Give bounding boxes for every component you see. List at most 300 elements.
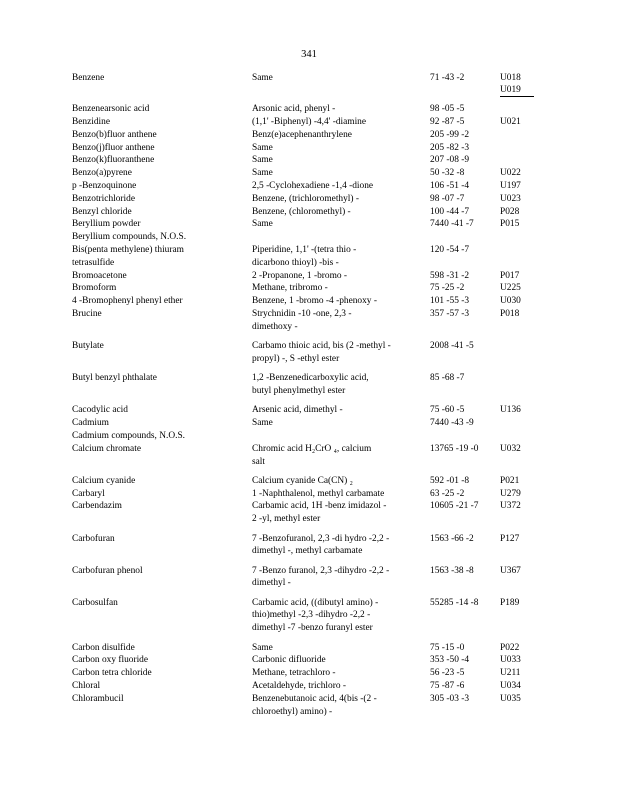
synonym-cell bbox=[252, 642, 430, 655]
synonym-text: Methane, tetrachloro - bbox=[252, 668, 336, 679]
synonym-text: propyl) -, S -ethyl ester bbox=[252, 353, 340, 364]
waste-code-cell bbox=[500, 417, 534, 430]
synonym-cell bbox=[252, 475, 430, 488]
table-row bbox=[72, 340, 534, 372]
substance-name: Cadmium compounds, N.O.S. bbox=[72, 430, 186, 441]
substance-name: Butyl benzyl phthalate bbox=[72, 373, 157, 384]
synonym-cell bbox=[252, 500, 430, 532]
waste-code: U032 bbox=[500, 443, 521, 454]
cas-number: 50 -32 -8 bbox=[430, 168, 465, 179]
substance-name: Chloral bbox=[72, 680, 101, 691]
cas-number-cell bbox=[430, 308, 500, 340]
cas-number-cell bbox=[430, 372, 500, 404]
table-row bbox=[72, 295, 534, 308]
table-row bbox=[72, 244, 534, 270]
synonym-text: 2 -yl, methyl ester bbox=[252, 514, 321, 525]
synonym-text: Methane, tribromo - bbox=[252, 283, 328, 294]
waste-code-cell bbox=[500, 154, 534, 167]
table-row bbox=[72, 154, 534, 167]
cas-number-cell bbox=[430, 142, 500, 155]
waste-code: P015 bbox=[500, 219, 520, 230]
waste-code-cell bbox=[500, 270, 534, 283]
table-row bbox=[72, 308, 534, 340]
substance-name-cell bbox=[72, 244, 252, 270]
synonym-cell bbox=[252, 129, 430, 142]
cas-number-cell bbox=[430, 500, 500, 532]
cas-number-cell bbox=[430, 206, 500, 219]
substance-name-cell bbox=[72, 231, 252, 244]
cas-number: 98 -05 -5 bbox=[430, 104, 465, 115]
substance-name-cell bbox=[72, 693, 252, 719]
cas-number-cell bbox=[430, 231, 500, 244]
waste-code-cell bbox=[500, 340, 534, 372]
cas-number-cell bbox=[430, 295, 500, 308]
synonym-cell bbox=[252, 154, 430, 167]
table-row bbox=[72, 693, 534, 719]
synonym-text: Same bbox=[252, 219, 273, 230]
substance-name-cell bbox=[72, 372, 252, 404]
waste-code-cell bbox=[500, 642, 534, 655]
synonym-cell bbox=[252, 282, 430, 295]
substance-name-cell bbox=[72, 129, 252, 142]
synonym-cell bbox=[252, 116, 430, 129]
waste-code-cell bbox=[500, 244, 534, 270]
cas-number: 92 -87 -5 bbox=[430, 117, 465, 128]
table-row bbox=[72, 430, 534, 443]
waste-code-cell bbox=[500, 129, 534, 142]
waste-code: U021 bbox=[500, 117, 521, 128]
substance-name: Carbendazim bbox=[72, 501, 122, 512]
waste-code: U035 bbox=[500, 693, 521, 704]
substance-name-cell bbox=[72, 443, 252, 475]
synonym-cell bbox=[252, 308, 430, 340]
synonym-text: 7 -Benzofuranol, 2,3 -di hydro -2,2 - bbox=[252, 533, 390, 544]
synonym-text: (1,1' -Biphenyl) -4,4' -diamine bbox=[252, 117, 367, 128]
synonym-text: 1 -Naphthalenol, methyl carbamate bbox=[252, 488, 385, 499]
synonym-cell bbox=[252, 404, 430, 417]
synonym-text: Benzene, (trichloromethyl) - bbox=[252, 193, 359, 204]
cas-number: 2008 -41 -5 bbox=[430, 341, 474, 352]
substance-name-cell bbox=[72, 404, 252, 417]
table-row bbox=[72, 488, 534, 501]
substance-name-cell bbox=[72, 488, 252, 501]
substance-name: p -Benzoquinone bbox=[72, 181, 137, 192]
synonym-text: Carbamo thioic acid, bis (2 -methyl - bbox=[252, 341, 391, 352]
synonym-text: 7 -Benzo furanol, 2,3 -dihydro -2,2 - bbox=[252, 565, 390, 576]
synonym-text: Benzenebutanoic acid, 4(bis -(2 - bbox=[252, 693, 377, 704]
substance-name-cell bbox=[72, 680, 252, 693]
substance-name: Benzene bbox=[72, 73, 105, 83]
table-row bbox=[72, 533, 534, 565]
waste-code-cell bbox=[500, 565, 534, 597]
substance-name-cell bbox=[72, 206, 252, 219]
table-row bbox=[72, 282, 534, 295]
synonym-cell bbox=[252, 533, 430, 565]
waste-code: U225 bbox=[500, 283, 521, 294]
substance-name-cell bbox=[72, 103, 252, 116]
cas-number-cell bbox=[430, 430, 500, 443]
cas-number: 106 -51 -4 bbox=[430, 181, 470, 192]
cas-number: 101 -55 -3 bbox=[430, 296, 470, 307]
cas-number-cell bbox=[430, 72, 500, 103]
cas-number-cell bbox=[430, 193, 500, 206]
table-row bbox=[72, 142, 534, 155]
substance-name: Benzyl chloride bbox=[72, 206, 132, 217]
substance-name-cell bbox=[72, 167, 252, 180]
synonym-cell bbox=[252, 693, 430, 719]
synonym-text: Same bbox=[252, 155, 273, 166]
cas-number: 85 -68 -7 bbox=[430, 373, 465, 384]
cas-number-cell bbox=[430, 180, 500, 193]
synonym-cell bbox=[252, 103, 430, 116]
synonym-cell bbox=[252, 417, 430, 430]
table-row bbox=[72, 167, 534, 180]
substance-name-cell bbox=[72, 667, 252, 680]
substance-name: Benzenearsonic acid bbox=[72, 104, 150, 115]
cas-number-cell bbox=[430, 244, 500, 270]
synonym-cell bbox=[252, 430, 430, 443]
waste-code: U367 bbox=[500, 565, 521, 576]
waste-code: U023 bbox=[500, 193, 521, 204]
waste-code-cell bbox=[500, 488, 534, 501]
synonym-text: Carbamic acid, ((dibutyl amino) - bbox=[252, 597, 379, 608]
waste-code: P028 bbox=[500, 206, 520, 217]
substance-name-cell bbox=[72, 654, 252, 667]
synonym-text: Calcium cyanide Ca(CN) ₂ bbox=[252, 475, 353, 486]
waste-code: P189 bbox=[500, 597, 520, 608]
synonym-cell bbox=[252, 597, 430, 642]
cas-number: 75 -60 -5 bbox=[430, 405, 465, 416]
substance-name: Carbon tetra chloride bbox=[72, 668, 152, 679]
cas-number: 598 -31 -2 bbox=[430, 270, 470, 281]
substance-name: Chlorambucil bbox=[72, 693, 124, 704]
substance-name: Benzidine bbox=[72, 117, 111, 128]
cas-number-cell bbox=[430, 129, 500, 142]
table-row bbox=[72, 667, 534, 680]
synonym-text: Same bbox=[252, 73, 273, 83]
cas-number-cell bbox=[430, 693, 500, 719]
synonym-text: Piperidine, 1,1' -(tetra thio - bbox=[252, 245, 357, 256]
synonym-text: Strychnidin -10 -one, 2,3 - bbox=[252, 309, 352, 320]
waste-code-cell bbox=[500, 533, 534, 565]
synonym-cell bbox=[252, 270, 430, 283]
cas-number-cell bbox=[430, 475, 500, 488]
waste-code-cell bbox=[500, 475, 534, 488]
substance-name: Carbon oxy fluoride bbox=[72, 655, 149, 666]
cas-number-cell bbox=[430, 103, 500, 116]
synonym-text: Arsonic acid, phenyl - bbox=[252, 104, 336, 115]
substance-name: Bromoform bbox=[72, 283, 117, 294]
waste-code-cell bbox=[500, 654, 534, 667]
waste-code: U018 bbox=[500, 73, 521, 83]
cas-number-cell bbox=[430, 654, 500, 667]
synonym-cell bbox=[252, 565, 430, 597]
cas-number: 100 -44 -7 bbox=[430, 206, 470, 217]
synonym-text: Same bbox=[252, 642, 273, 653]
substance-name: tetrasulfide bbox=[72, 257, 115, 268]
waste-code-cell bbox=[500, 308, 534, 340]
table-row bbox=[72, 206, 534, 219]
waste-code-cell bbox=[500, 231, 534, 244]
synonym-text: 2,5 -Cyclohexadiene -1,4 -dione bbox=[252, 181, 374, 192]
substance-name-cell bbox=[72, 533, 252, 565]
substance-name-cell bbox=[72, 154, 252, 167]
waste-code-cell bbox=[500, 693, 534, 719]
synonym-text: salt bbox=[252, 456, 266, 467]
synonym-text: Acetaldehyde, trichloro - bbox=[252, 680, 346, 691]
synonym-text: dicarbono thioyl) -bis - bbox=[252, 257, 339, 268]
synonym-cell bbox=[252, 167, 430, 180]
waste-code-cell bbox=[500, 680, 534, 693]
cas-number-cell bbox=[430, 218, 500, 231]
waste-code: P022 bbox=[500, 642, 520, 653]
synonym-text: Same bbox=[252, 142, 273, 153]
substance-name-cell bbox=[72, 417, 252, 430]
synonym-text: dimethyl - bbox=[252, 578, 291, 589]
table-row bbox=[72, 597, 534, 642]
synonym-cell bbox=[252, 180, 430, 193]
synonym-cell bbox=[252, 488, 430, 501]
cas-number-cell bbox=[430, 565, 500, 597]
waste-code: P021 bbox=[500, 475, 520, 486]
synonym-cell bbox=[252, 654, 430, 667]
synonym-cell bbox=[252, 667, 430, 680]
cas-number: 75 -25 -2 bbox=[430, 283, 465, 294]
substance-name-cell bbox=[72, 308, 252, 340]
waste-code-cell bbox=[500, 72, 534, 103]
waste-code: U033 bbox=[500, 655, 521, 666]
synonym-text: dimethoxy - bbox=[252, 321, 298, 332]
substance-name-cell bbox=[72, 340, 252, 372]
cas-number: 1563 -66 -2 bbox=[430, 533, 474, 544]
cas-number-cell bbox=[430, 680, 500, 693]
waste-code-cell bbox=[500, 193, 534, 206]
synonym-text: Benz(e)acephenanthrylene bbox=[252, 129, 352, 140]
waste-code-cell bbox=[500, 295, 534, 308]
substance-name: Benzo(b)fluor anthene bbox=[72, 129, 157, 140]
substance-name: Benzotrichloride bbox=[72, 193, 135, 204]
substance-name: Calcium cyanide bbox=[72, 475, 136, 486]
table-row bbox=[72, 443, 534, 475]
waste-code: P017 bbox=[500, 270, 520, 281]
table-row bbox=[72, 500, 534, 532]
substance-name-cell bbox=[72, 180, 252, 193]
cas-number: 305 -03 -3 bbox=[430, 693, 470, 704]
synonym-text: dimethyl -, methyl carbamate bbox=[252, 546, 363, 557]
cas-number-cell bbox=[430, 417, 500, 430]
synonym-cell bbox=[252, 142, 430, 155]
waste-code-cell bbox=[500, 500, 534, 532]
table-row bbox=[72, 270, 534, 283]
synonym-text: chloroethyl) amino) - bbox=[252, 706, 333, 717]
substance-name: Beryllium compounds, N.O.S. bbox=[72, 232, 187, 243]
synonym-text: Carbonic difluoride bbox=[252, 655, 326, 666]
substance-name-cell bbox=[72, 193, 252, 206]
synonym-text: Carbamic acid, 1H -benz imidazol - bbox=[252, 501, 387, 512]
cas-number-cell bbox=[430, 443, 500, 475]
substance-name: Brucine bbox=[72, 309, 102, 320]
synonym-text: Arsenic acid, dimethyl - bbox=[252, 405, 343, 416]
synonym-text: 2 -Propanone, 1 -bromo - bbox=[252, 270, 348, 281]
synonym-text: dimethyl -7 -benzo furanyl ester bbox=[252, 623, 373, 634]
synonym-cell bbox=[252, 231, 430, 244]
cas-number-cell bbox=[430, 270, 500, 283]
table-row bbox=[72, 642, 534, 655]
cas-number: 7440 -43 -9 bbox=[430, 418, 474, 429]
synonym-text: butyl phenylmethyl ester bbox=[252, 386, 346, 397]
synonym-cell bbox=[252, 295, 430, 308]
substance-name: Butylate bbox=[72, 341, 104, 352]
waste-code: P127 bbox=[500, 533, 520, 544]
waste-code-cell bbox=[500, 142, 534, 155]
cas-number: 98 -07 -7 bbox=[430, 193, 465, 204]
waste-code: U197 bbox=[500, 181, 521, 192]
cas-number: 10605 -21 -7 bbox=[430, 501, 479, 512]
waste-code: U372 bbox=[500, 501, 521, 512]
cas-number: 207 -08 -9 bbox=[430, 155, 470, 166]
substance-name: Bis(penta methylene) thiuram bbox=[72, 245, 184, 256]
waste-code-cell bbox=[500, 116, 534, 129]
table-row bbox=[72, 180, 534, 193]
substance-name: Cacodylic acid bbox=[72, 405, 128, 416]
synonym-text: thio)methyl -2,3 -dihydro -2,2 - bbox=[252, 610, 371, 621]
waste-code: U019 bbox=[500, 85, 534, 97]
waste-code-cell bbox=[500, 206, 534, 219]
synonym-text: Same bbox=[252, 168, 273, 179]
cas-number: 75 -15 -0 bbox=[430, 642, 465, 653]
substance-name: Carbon disulfide bbox=[72, 642, 135, 653]
substance-name: Carbaryl bbox=[72, 488, 105, 499]
synonym-cell bbox=[252, 680, 430, 693]
waste-code: U030 bbox=[500, 296, 521, 307]
cas-number: 592 -01 -8 bbox=[430, 475, 470, 486]
substance-name: Cadmium bbox=[72, 418, 109, 429]
substance-name-cell bbox=[72, 642, 252, 655]
substance-name-cell bbox=[72, 500, 252, 532]
waste-code-cell bbox=[500, 404, 534, 417]
table-row bbox=[72, 417, 534, 430]
waste-code-cell bbox=[500, 597, 534, 642]
cas-number: 56 -23 -5 bbox=[430, 668, 465, 679]
cas-number: 205 -99 -2 bbox=[430, 129, 470, 140]
synonym-cell bbox=[252, 193, 430, 206]
synonym-text: Chromic acid H₂CrO ₄, calcium bbox=[252, 443, 372, 454]
substance-name: Benzo(j)fluor anthene bbox=[72, 142, 155, 153]
cas-number: 353 -50 -4 bbox=[430, 655, 470, 666]
cas-number: 120 -54 -7 bbox=[430, 245, 470, 256]
synonym-text: Benzene, (chloromethyl) - bbox=[252, 206, 351, 217]
cas-number-cell bbox=[430, 642, 500, 655]
cas-number: 71 -43 -2 bbox=[430, 73, 465, 83]
table-row bbox=[72, 680, 534, 693]
table-row bbox=[72, 404, 534, 417]
cas-number-cell bbox=[430, 667, 500, 680]
table-row bbox=[72, 129, 534, 142]
cas-number-cell bbox=[430, 533, 500, 565]
waste-code-cell bbox=[500, 443, 534, 475]
cas-number: 55285 -14 -8 bbox=[430, 597, 479, 608]
substance-name: Benzo(a)pyrene bbox=[72, 168, 132, 179]
cas-number-cell bbox=[430, 116, 500, 129]
cas-number-cell bbox=[430, 488, 500, 501]
page-number: 341 bbox=[301, 49, 317, 60]
cas-number-cell bbox=[430, 282, 500, 295]
synonym-cell bbox=[252, 72, 430, 103]
substance-name: 4 -Bromophenyl phenyl ether bbox=[72, 296, 183, 307]
synonym-cell bbox=[252, 340, 430, 372]
cas-number-cell bbox=[430, 597, 500, 642]
cas-number-cell bbox=[430, 167, 500, 180]
table-row bbox=[72, 475, 534, 488]
synonym-cell bbox=[252, 443, 430, 475]
table-row bbox=[72, 116, 534, 129]
table-row bbox=[72, 72, 534, 103]
cas-number: 357 -57 -3 bbox=[430, 309, 470, 320]
substance-name-cell bbox=[72, 218, 252, 231]
waste-code-cell bbox=[500, 180, 534, 193]
table-row bbox=[72, 231, 534, 244]
substance-name: Calcium chromate bbox=[72, 443, 141, 454]
table-row bbox=[72, 654, 534, 667]
substance-name: Bromoacetone bbox=[72, 270, 127, 281]
substance-name-cell bbox=[72, 270, 252, 283]
waste-code-cell bbox=[500, 103, 534, 116]
synonym-cell bbox=[252, 218, 430, 231]
substance-name: Carbofuran bbox=[72, 533, 115, 544]
substance-name-cell bbox=[72, 72, 252, 103]
substance-name-cell bbox=[72, 116, 252, 129]
table-row bbox=[72, 218, 534, 231]
cas-number: 75 -87 -6 bbox=[430, 680, 465, 691]
waste-code-cell bbox=[500, 430, 534, 443]
synonym-cell bbox=[252, 206, 430, 219]
synonym-cell bbox=[252, 372, 430, 404]
cas-number: 205 -82 -3 bbox=[430, 142, 470, 153]
cas-number: 1563 -38 -8 bbox=[430, 565, 474, 576]
cas-number-cell bbox=[430, 404, 500, 417]
table-row bbox=[72, 193, 534, 206]
waste-code: U136 bbox=[500, 405, 521, 416]
waste-code-cell bbox=[500, 372, 534, 404]
substance-name-cell bbox=[72, 142, 252, 155]
waste-code-cell bbox=[500, 667, 534, 680]
substance-name: Benzo(k)fluoranthene bbox=[72, 155, 155, 166]
waste-code-cell bbox=[500, 167, 534, 180]
synonym-cell bbox=[252, 244, 430, 270]
waste-code: U279 bbox=[500, 488, 521, 499]
cas-number: 13765 -19 -0 bbox=[430, 443, 479, 454]
table-body bbox=[72, 72, 534, 718]
cas-number-cell bbox=[430, 340, 500, 372]
cas-number-cell bbox=[430, 154, 500, 167]
waste-code-cell bbox=[500, 282, 534, 295]
hazardous-substances-table bbox=[72, 72, 534, 718]
synonym-text: Same bbox=[252, 418, 273, 429]
substance-name-cell bbox=[72, 430, 252, 443]
waste-code: U034 bbox=[500, 680, 521, 691]
waste-code: P018 bbox=[500, 309, 520, 320]
substance-name-cell bbox=[72, 295, 252, 308]
cas-number: 63 -25 -2 bbox=[430, 488, 465, 499]
waste-code: U022 bbox=[500, 168, 521, 179]
substance-name-cell bbox=[72, 597, 252, 642]
substance-name-cell bbox=[72, 565, 252, 597]
substance-name-cell bbox=[72, 475, 252, 488]
substance-name: Carbofuran phenol bbox=[72, 565, 143, 576]
cas-number: 7440 -41 -7 bbox=[430, 219, 474, 230]
substance-name-cell bbox=[72, 282, 252, 295]
table-row bbox=[72, 565, 534, 597]
